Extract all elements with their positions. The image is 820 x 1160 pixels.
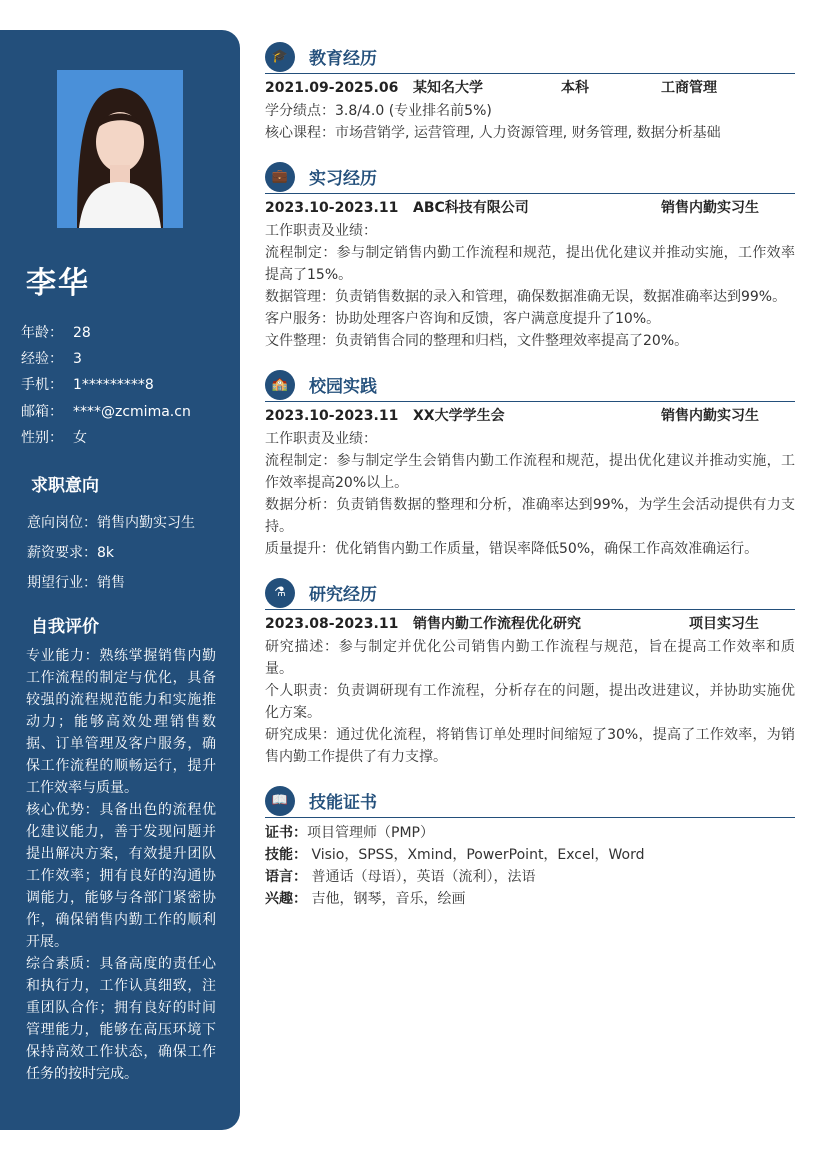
skill-line: 语言： 普通话（母语），英语（流利），法语 bbox=[265, 869, 536, 885]
candidate-name: 李华 bbox=[26, 266, 90, 301]
campus-row: 2023.10-2023.11 XX大学学生会 销售内勤实习生 bbox=[265, 408, 759, 424]
section-title: 技能证书 bbox=[309, 793, 377, 813]
skills-section bbox=[265, 784, 795, 910]
skill-line: 兴趣： 吉他，钢琴，音乐，绘画 bbox=[265, 891, 466, 907]
detail-line: 流程制定：参与制定销售内勤工作流程和规范，提出优化建议并推动实施，工作效率提高了15%。 bbox=[265, 245, 795, 283]
detail-line: 工作职责及业绩： bbox=[265, 223, 377, 239]
intent-item: 期望行业：销售 bbox=[27, 575, 125, 591]
book-icon: 📖 bbox=[265, 786, 295, 816]
internship-row: 2023.10-2023.11 ABC科技有限公司 销售内勤实习生 bbox=[265, 200, 759, 216]
self-eval-title: 自我评价 bbox=[31, 617, 99, 637]
graduation-cap-icon: 🎓 bbox=[265, 42, 295, 72]
detail-line: 数据分析：负责销售数据的整理和分析，准确率达到99%，为学生会活动提供有力支持。 bbox=[265, 497, 795, 535]
section-title: 校园实践 bbox=[309, 377, 377, 397]
self-eval bbox=[26, 645, 216, 1085]
education-section bbox=[265, 40, 795, 144]
self-eval-para: 综合素质：具备高度的责任心和执行力，工作认真细致，注重团队合作；拥有良好的时间管理能力，能够在高压环境下保持高效工作状态，确保工作任务的按时完成。 bbox=[26, 956, 216, 1082]
building-icon: 🏫 bbox=[265, 370, 295, 400]
internship-section bbox=[265, 160, 795, 352]
flask-icon: ⚗ bbox=[265, 578, 295, 608]
detail-line: 客户服务：协助处理客户咨询和反馈，客户满意度提升了10%。 bbox=[265, 311, 661, 327]
intent-item: 意向岗位：销售内勤实习生 bbox=[27, 515, 195, 531]
courses-line: 核心课程：市场营销学, 运营管理, 人力资源管理, 财务管理, 数据分析基础 bbox=[265, 125, 721, 141]
detail-line: 研究描述：参与制定并优化公司销售内勤工作流程与规范，旨在提高工作效率和质量。 bbox=[265, 639, 795, 677]
detail-line: 文件整理：负责销售合同的整理和归档，文件整理效率提高了20%。 bbox=[265, 333, 689, 349]
self-eval-para: 专业能力：熟练掌握销售内勤工作流程的制定与优化，具备较强的流程规范能力和实施推动力；能够高效处理销售数据、订单管理及客户服务，确保工作流程的顺畅运行，提升工作效率与质量。 bbox=[26, 648, 216, 796]
info-email: 邮箱： ****@zcmima.cn bbox=[21, 403, 191, 420]
intent-item: 薪资要求：8k bbox=[27, 545, 115, 561]
gpa-line: 学分绩点：3.8/4.0 (专业排名前5%) bbox=[265, 103, 492, 119]
intent-title: 求职意向 bbox=[31, 476, 99, 496]
info-experience: 经验： 3 bbox=[21, 351, 82, 368]
detail-line: 工作职责及业绩： bbox=[265, 431, 377, 447]
detail-line: 数据管理：负责销售数据的录入和管理，确保数据准确无误，数据准确率达到99%。 bbox=[265, 289, 787, 305]
research-section bbox=[265, 576, 795, 768]
section-title: 教育经历 bbox=[309, 49, 377, 69]
campus-section bbox=[265, 368, 795, 560]
sidebar bbox=[0, 30, 240, 1130]
profile-photo bbox=[57, 70, 183, 228]
detail-line: 研究成果：通过优化流程，将销售订单处理时间缩短了30%，提高了工作效率，为销售内勤工作提供了有力支撑。 bbox=[265, 727, 795, 765]
briefcase-icon: 💼 bbox=[265, 162, 295, 192]
detail-line: 个人职责：负责调研现有工作流程，分析存在的问题，提出改进建议，并协助实施优化方案。 bbox=[265, 683, 795, 721]
skill-line: 技能： Visio，SPSS，Xmind，PowerPoint，Excel，Word bbox=[265, 847, 645, 863]
info-phone: 手机： 1*********8 bbox=[21, 377, 154, 394]
self-eval-para: 核心优势：具备出色的流程优化建议能力，善于发现问题并提出解决方案，有效提升团队工作效率；拥有良好的沟通协调能力，能够与各部门紧密协作，确保销售内勤工作的顺利开展。 bbox=[26, 802, 216, 950]
detail-line: 流程制定：参与制定学生会销售内勤工作流程和规范，提出优化建议并推动实施，工作效率提高20%以上。 bbox=[265, 453, 795, 491]
personal-info bbox=[21, 320, 191, 451]
research-row: 2023.08-2023.11 销售内勤工作流程优化研究 项目实习生 bbox=[265, 616, 759, 632]
info-gender: 性别： 女 bbox=[21, 429, 87, 446]
section-title: 实习经历 bbox=[309, 169, 377, 189]
section-title: 研究经历 bbox=[309, 585, 377, 605]
skill-line: 证书：项目管理师（PMP） bbox=[265, 825, 434, 841]
main-content bbox=[265, 40, 795, 910]
detail-line: 质量提升：优化销售内勤工作质量，错误率降低50%，确保工作高效准确运行。 bbox=[265, 541, 759, 557]
info-age: 年龄： 28 bbox=[21, 325, 91, 341]
intent-list bbox=[27, 508, 195, 598]
education-row: 2021.09-2025.06 某知名大学 本科 工商管理 bbox=[265, 80, 717, 96]
